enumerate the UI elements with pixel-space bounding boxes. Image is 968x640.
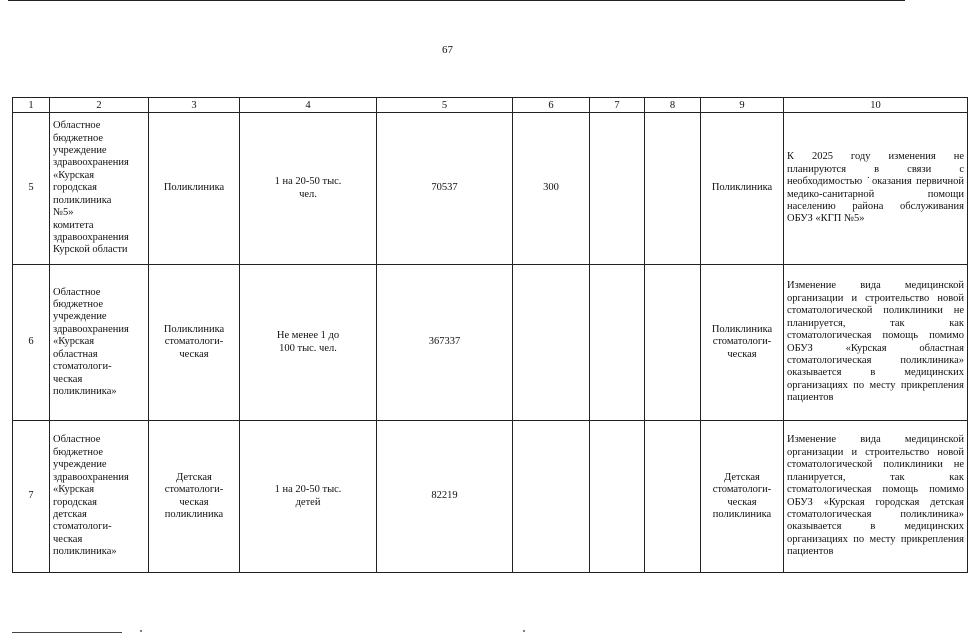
column-8-cell [645, 265, 701, 421]
norm-text: Не менее 1 до 100 тыс. чел. [276, 330, 340, 354]
note-text: Изменение вида медицинской организации и строительство новой стоматологической поликлиники не планируется, так как стоматологическая помощь помимо ОБУЗ «Курская областная стоматологическая поликлиника» оказывается в медицинских организациях по месту прикрепления пациентов [787, 280, 964, 404]
column-8-cell [645, 421, 701, 573]
norm-text: 1 на 20-50 тыс. чел. [274, 176, 342, 200]
document-table [12, 97, 968, 573]
facility-type-cell [149, 113, 240, 265]
page-top-border [8, 0, 905, 1]
row-number-text: 6 [28, 336, 34, 348]
row-number [13, 265, 50, 421]
organization-cell [50, 113, 149, 265]
norm-cell [240, 421, 377, 573]
organization-cell [50, 265, 149, 421]
page-number: 67 [442, 44, 453, 56]
planned-type: Поликлиника [711, 182, 773, 194]
row-number-text: 5 [28, 182, 34, 194]
scan-speck [140, 630, 142, 632]
column-header: 2 [50, 98, 149, 113]
capacity-value: 300 [543, 182, 559, 194]
planned-type: Поликлиника стоматологи- ческая [711, 323, 773, 360]
table-row [13, 421, 968, 573]
table-row [13, 113, 968, 265]
organization-name: Областное бюджетное учреждение здравоохранения «Курская областная стоматологи- ческая поликлиника» [53, 286, 129, 397]
facility-type: Поликлиника [163, 182, 225, 194]
norm-cell [240, 265, 377, 421]
footer-separator-line [12, 632, 122, 633]
column-7-cell [590, 265, 645, 421]
column-header: 6 [513, 98, 590, 113]
note-cell [784, 421, 968, 573]
capacity-cell [513, 421, 590, 573]
norm-cell [240, 113, 377, 265]
row-number-text: 7 [28, 490, 34, 502]
capacity-cell [513, 265, 590, 421]
planned-type-cell [701, 265, 784, 421]
population-value: 367337 [428, 336, 461, 348]
capacity-cell [513, 113, 590, 265]
planned-type-cell [701, 113, 784, 265]
column-header: 10 [784, 98, 968, 113]
note-cell [784, 265, 968, 421]
facility-type-cell [149, 265, 240, 421]
note-text: Изменение вида медицинской организации и строительство новой стоматологической поликлиники не планируется, так как стоматологическая помощь помимо ОБУЗ «Курская городская детская стоматологическая поликлиника» оказывается в медицинских организациях по месту прикрепления пациентов [787, 434, 964, 558]
column-8-cell [645, 113, 701, 265]
row-number [13, 421, 50, 573]
planned-type-cell [701, 421, 784, 573]
population-value: 70537 [431, 182, 458, 194]
table-header-row [13, 98, 968, 113]
table-row [13, 265, 968, 421]
row-number [13, 113, 50, 265]
scan-speck [523, 630, 525, 632]
population-cell [377, 265, 513, 421]
column-7-cell [590, 421, 645, 573]
note-cell [784, 113, 968, 265]
norm-text: 1 на 20-50 тыс. детей [274, 484, 342, 508]
column-header: 9 [701, 98, 784, 113]
organization-name: Областное бюджетное учреждение здравоохранения «Курская городская детская стоматологи- ческая поликлиника» [53, 434, 129, 558]
column-header: 1 [13, 98, 50, 113]
population-cell [377, 421, 513, 573]
column-header: 7 [590, 98, 645, 113]
facility-type: Детская стоматологи- ческая поликлиника [164, 471, 224, 520]
note-text: К 2025 году изменения не планируются в связи с необходимостью ˙оказания первичной медико-санитарной помощи населению района обслуживания ОБУЗ «КГП №5» [787, 151, 964, 225]
organization-name: Областное бюджетное учреждение здравоохранения «Курская городская поликлиника №5» комитета здравоохранения Курской области [53, 120, 129, 256]
column-7-cell [590, 113, 645, 265]
population-value: 82219 [431, 490, 458, 502]
column-header: 5 [377, 98, 513, 113]
planned-type: Детская стоматологи- ческая поликлиника [712, 471, 772, 520]
column-header: 4 [240, 98, 377, 113]
organization-cell [50, 421, 149, 573]
column-header: 3 [149, 98, 240, 113]
facility-type-cell [149, 421, 240, 573]
column-header: 8 [645, 98, 701, 113]
facility-type: Поликлиника стоматологи- ческая [163, 323, 225, 360]
population-cell [377, 113, 513, 265]
